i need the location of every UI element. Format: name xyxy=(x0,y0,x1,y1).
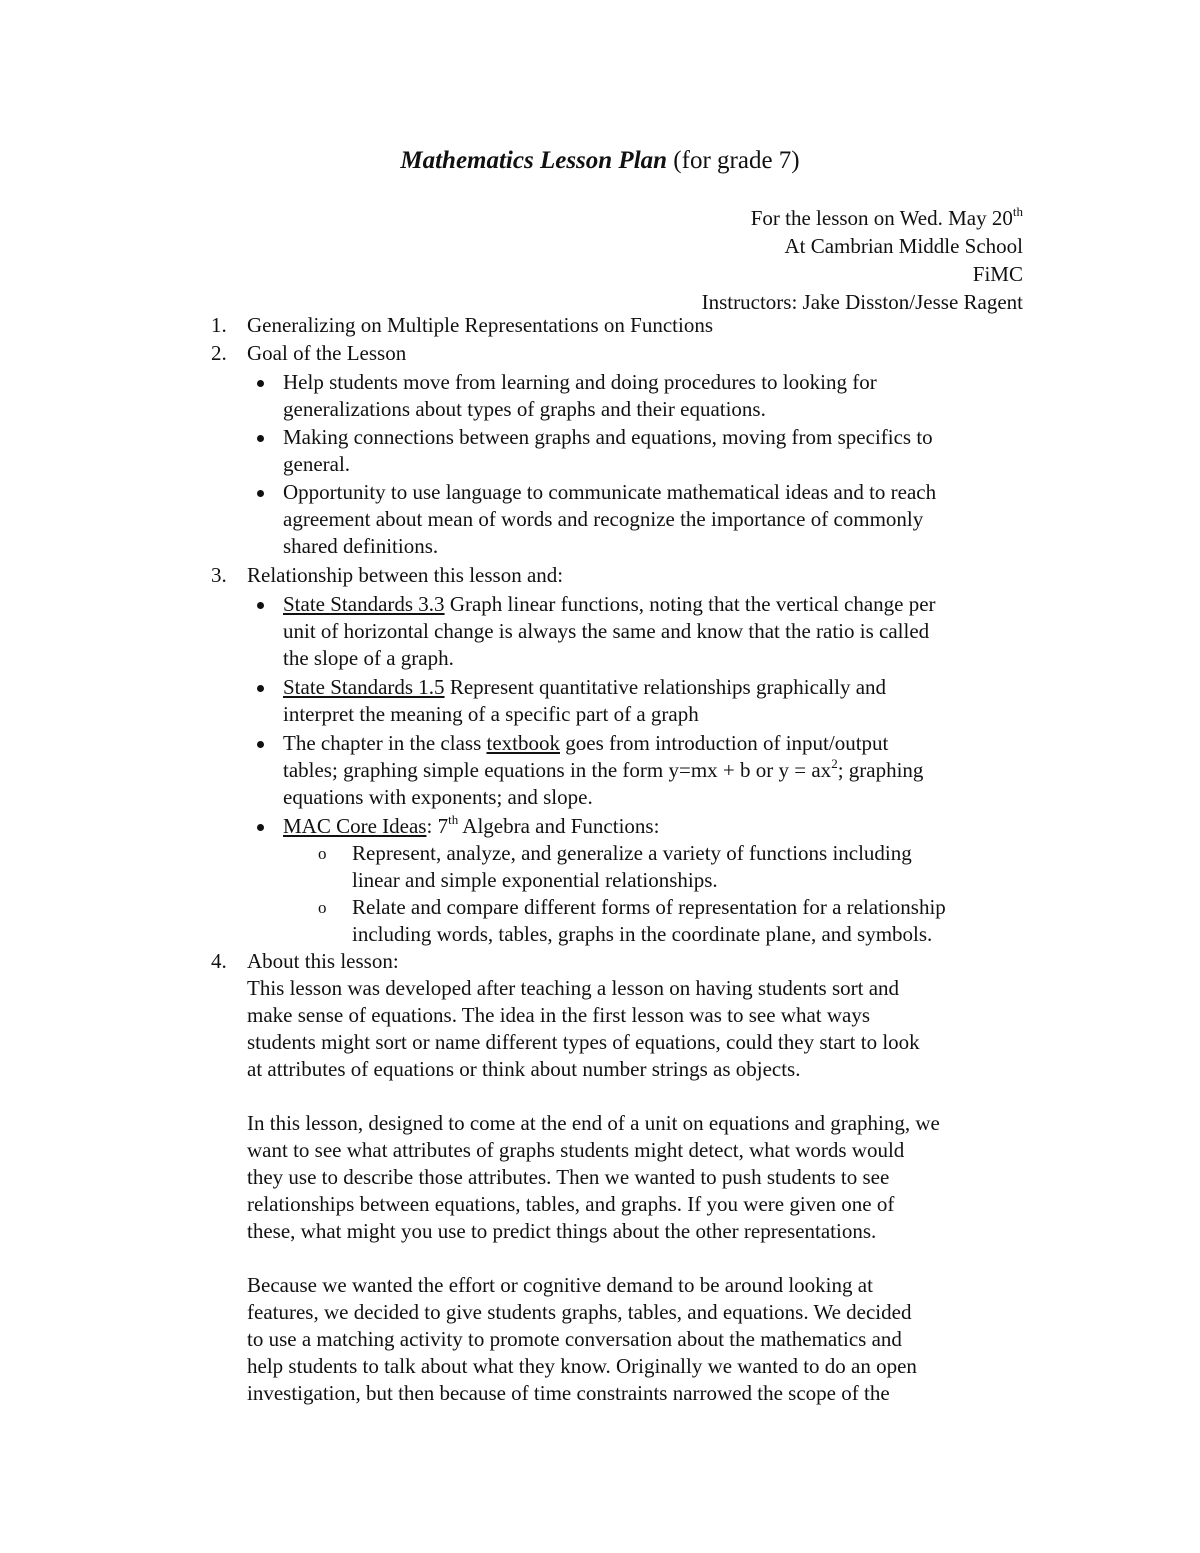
section-2-number: 2. xyxy=(211,341,227,365)
textbook-line-3: equations with exponents; and slope. xyxy=(283,785,593,809)
paragraph-2-line-2: want to see what attributes of graphs students might detect, what words would xyxy=(247,1138,905,1162)
standard-3-3-line-2: unit of horizontal change is always the same and know that the ratio is called xyxy=(283,619,930,643)
bullet-icon xyxy=(257,741,264,748)
bullet-icon xyxy=(257,380,264,387)
bullet-icon xyxy=(257,824,264,831)
standard-1-5-line-1 xyxy=(283,674,886,701)
header-org: FiMC xyxy=(972,262,1023,286)
goal-3-line-1: Opportunity to use language to communicate mathematical ideas and to reach xyxy=(283,480,937,504)
goal-2-line-1: Making connections between graphs and equations, moving from specifics to xyxy=(283,425,933,449)
document-title xyxy=(0,146,1200,176)
header-date-text: For the lesson on Wed. May 20 xyxy=(750,206,1013,230)
mac-core-link: MAC Core Ideas xyxy=(283,814,427,838)
header-date xyxy=(702,204,1023,232)
paragraph-2-line-4: relationships between equations, tables, and graphs. If you were given one of xyxy=(247,1192,895,1216)
header-instructors: Instructors: Jake Disston/Jesse Ragent xyxy=(701,290,1023,314)
core-idea-2-line-1: Relate and compare different forms of representation for a relationship xyxy=(352,895,946,919)
textbook-pre: The chapter in the class xyxy=(283,731,487,755)
paragraph-3-line-4: help students to talk about what they know. Originally we wanted to do an open xyxy=(247,1354,917,1378)
core-idea-1-line-2: linear and simple exponential relationships. xyxy=(352,868,718,892)
mac-core-line xyxy=(283,813,659,840)
goal-2-line-2: general. xyxy=(283,452,351,476)
textbook-text: goes from introduction of input/output xyxy=(560,731,889,755)
standard-3-3-text: Graph linear functions, noting that the vertical change per xyxy=(444,592,936,616)
textbook-line-2 xyxy=(283,757,923,784)
bullet-icon xyxy=(257,602,264,609)
standard-1-5-link: State Standards 1.5 xyxy=(283,675,445,699)
section-1-text: Generalizing on Multiple Representations on Functions xyxy=(247,313,713,337)
paragraph-1-line-3: students might sort or name different types of equations, could they start to look xyxy=(247,1030,920,1054)
section-4-text: About this lesson: xyxy=(247,949,399,973)
goal-3-line-3: shared definitions. xyxy=(283,534,439,558)
header-date-sup: th xyxy=(1012,204,1023,219)
goal-1-line-1: Help students move from learning and doing procedures to looking for xyxy=(283,370,877,394)
sub-bullet-icon: o xyxy=(318,844,327,863)
textbook-exponent: 2 xyxy=(831,756,838,771)
title-italic: Mathematics Lesson Plan xyxy=(400,147,668,174)
title-grade: (for grade 7) xyxy=(667,147,800,174)
paragraph-2-line-5: these, what might you use to predict things about the other representations. xyxy=(247,1219,877,1243)
standard-1-5-text: Represent quantitative relationships graphically and xyxy=(444,675,887,699)
textbook-line-1 xyxy=(283,730,888,757)
goal-1-line-2: generalizations about types of graphs and their equations. xyxy=(283,397,766,421)
bullet-icon xyxy=(257,435,264,442)
bullet-icon xyxy=(257,685,264,692)
standard-1-5-line-2: interpret the meaning of a specific part of a graph xyxy=(283,702,699,726)
goal-3-line-2: agreement about mean of words and recognize the importance of commonly xyxy=(283,507,924,531)
section-4-number: 4. xyxy=(211,949,227,973)
paragraph-2-line-1: In this lesson, designed to come at the end of a unit on equations and graphing, we xyxy=(247,1111,940,1135)
textbook-line-2a: tables; graphing simple equations in the form y=mx + b or y = ax xyxy=(283,758,832,782)
paragraph-1-line-2: make sense of equations. The idea in the first lesson was to see what ways xyxy=(247,1003,871,1027)
mac-core-rest: Algebra and Functions: xyxy=(458,814,660,838)
header-school: At Cambrian Middle School xyxy=(784,234,1023,258)
paragraph-3-line-5: investigation, but then because of time constraints narrowed the scope of the xyxy=(247,1381,890,1405)
paragraph-2-line-3: they use to describe those attributes. Then we wanted to push students to see xyxy=(247,1165,890,1189)
section-1-number: 1. xyxy=(211,313,227,337)
standard-3-3-line-1 xyxy=(283,591,936,618)
standard-3-3-line-3: the slope of a graph. xyxy=(283,646,454,670)
core-idea-1-line-1: Represent, analyze, and generalize a variety of functions including xyxy=(352,841,912,865)
core-idea-2-line-2: including words, tables, graphs in the coordinate plane, and symbols. xyxy=(352,922,933,946)
mac-core-grade: : 7 xyxy=(426,814,449,838)
sub-bullet-icon: o xyxy=(318,898,327,917)
paragraph-3-line-1: Because we wanted the effort or cognitive demand to be around looking at xyxy=(247,1273,873,1297)
bullet-icon xyxy=(257,490,264,497)
paragraph-1-line-4: at attributes of equations or think about number strings as objects. xyxy=(247,1057,801,1081)
paragraph-3-line-2: features, we decided to give students graphs, tables, and equations. We decided xyxy=(247,1300,912,1324)
paragraph-1-line-1: This lesson was developed after teaching a lesson on having students sort and xyxy=(247,976,900,1000)
textbook-line-2b: ; graphing xyxy=(837,758,924,782)
section-3-number: 3. xyxy=(211,563,227,587)
mac-core-sup: th xyxy=(448,812,459,827)
lesson-header xyxy=(702,204,1023,316)
standard-3-3-link: State Standards 3.3 xyxy=(283,592,445,616)
section-3-text: Relationship between this lesson and: xyxy=(247,563,564,587)
paragraph-3-line-3: to use a matching activity to promote conversation about the mathematics and xyxy=(247,1327,902,1351)
textbook-link: textbook xyxy=(486,731,560,755)
section-2-text: Goal of the Lesson xyxy=(247,341,407,365)
